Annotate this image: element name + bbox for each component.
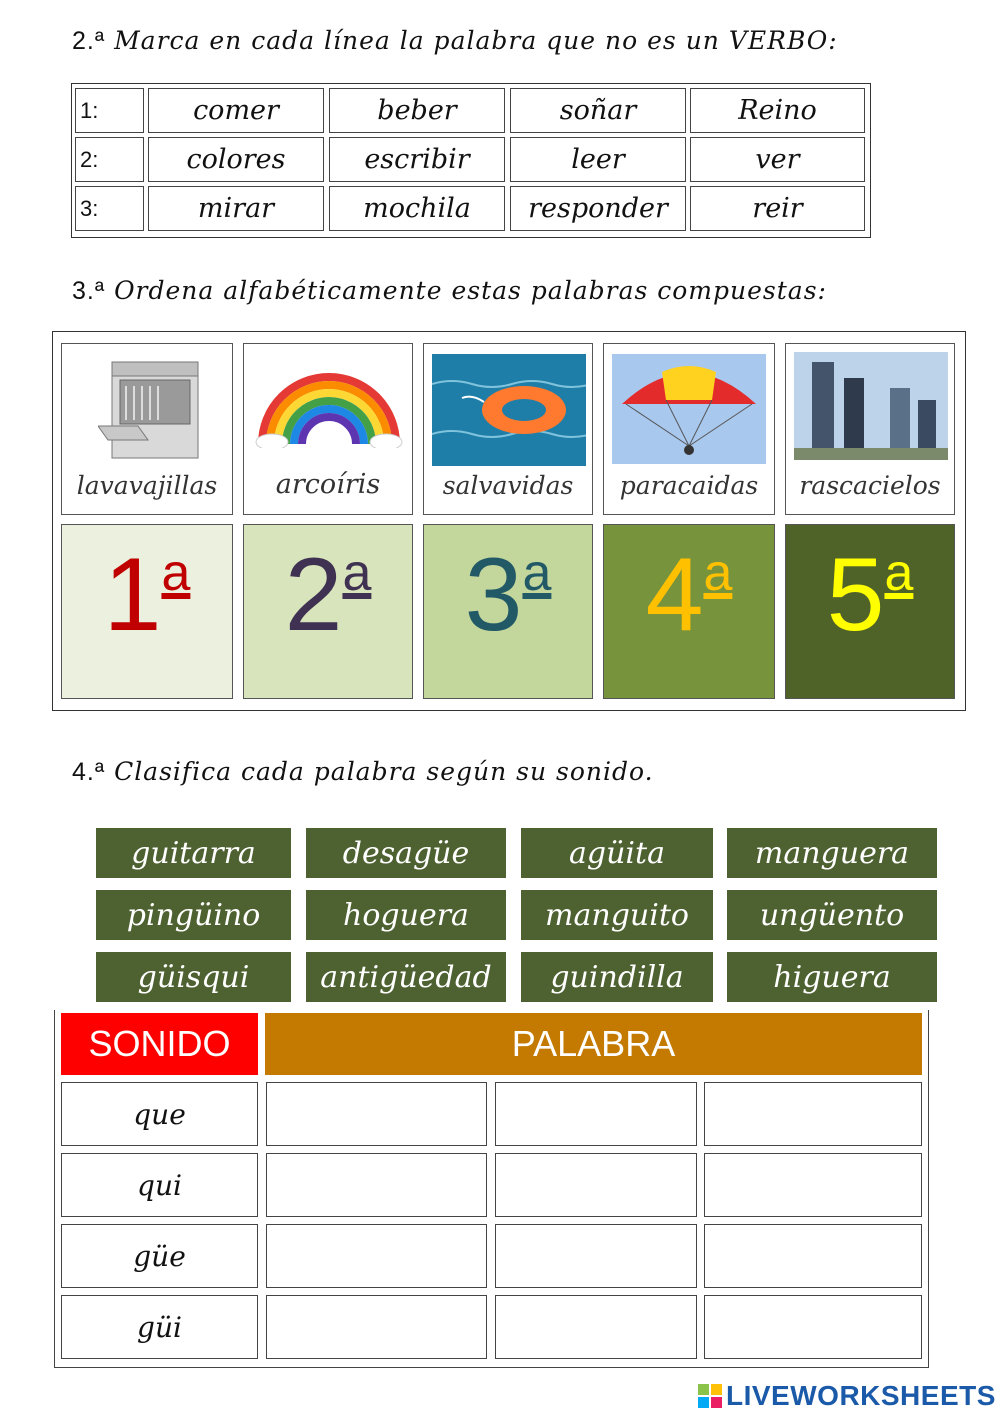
picture-caption-1: lavavajillas	[76, 471, 218, 500]
verb-word-cell[interactable]: comer	[148, 88, 324, 133]
rank-box-2[interactable]	[243, 524, 413, 699]
dishwasher-image	[98, 356, 210, 468]
word-column-header: PALABRA	[265, 1013, 922, 1075]
rank-ordinal: a	[884, 544, 914, 602]
rank-number: 1	[103, 537, 162, 653]
sound-label-cell: güi	[61, 1295, 258, 1359]
rank-ordinal: a	[522, 544, 552, 602]
word-drop-cell[interactable]	[266, 1153, 487, 1217]
word-chip[interactable]: guitarra	[96, 828, 291, 878]
word-chip[interactable]: higuera	[727, 952, 937, 1002]
sound-label-cell: güe	[61, 1224, 258, 1288]
word-chip[interactable]: agüita	[521, 828, 713, 878]
section-4-heading	[72, 757, 654, 787]
picture-caption-2: arcoíris	[275, 469, 381, 500]
parachute-image	[612, 354, 766, 464]
word-drop-cell[interactable]	[495, 1153, 697, 1217]
verb-row-label: 3:	[75, 186, 144, 231]
verb-word-cell[interactable]: escribir	[329, 137, 505, 182]
sound-column-header: SONIDO	[61, 1013, 258, 1075]
picture-caption-4: paracaidas	[619, 471, 759, 500]
skyscrapers-image	[794, 352, 948, 460]
rank-number: 3	[464, 537, 523, 653]
rank-number: 5	[826, 537, 885, 653]
verb-word-cell[interactable]: mirar	[148, 186, 324, 231]
verb-row-label: 1:	[75, 88, 144, 133]
word-drop-cell[interactable]	[704, 1295, 922, 1359]
picture-card-2	[243, 343, 413, 515]
sound-label-cell: qui	[61, 1153, 258, 1217]
rank-box-5[interactable]	[785, 524, 955, 699]
rank-label	[604, 537, 774, 653]
word-drop-cell[interactable]	[704, 1224, 922, 1288]
word-chip[interactable]: hoguera	[306, 890, 506, 940]
rank-number: 2	[284, 537, 343, 653]
word-drop-cell[interactable]	[266, 1082, 487, 1146]
rank-ordinal: a	[161, 544, 191, 602]
liveworksheets-logo	[698, 1380, 996, 1412]
verb-word-cell[interactable]: beber	[329, 88, 505, 133]
section-2-heading	[72, 26, 838, 56]
word-drop-cell[interactable]	[266, 1295, 487, 1359]
word-drop-cell[interactable]	[704, 1082, 922, 1146]
section-3-heading	[72, 276, 827, 306]
section-3-number: 3.ª	[72, 277, 106, 305]
verb-word-cell[interactable]: leer	[510, 137, 686, 182]
verb-word-cell[interactable]: mochila	[329, 186, 505, 231]
rank-label	[62, 537, 232, 653]
picture-caption-3: salvavidas	[442, 471, 574, 500]
liveworksheets-icon	[698, 1384, 722, 1408]
section-3-instruction: Ordena alfabéticamente estas palabras compuestas:	[114, 276, 827, 305]
verb-word-cell[interactable]: responder	[510, 186, 686, 231]
word-drop-cell[interactable]	[495, 1295, 697, 1359]
rank-label	[244, 537, 412, 653]
picture-card-4	[603, 343, 775, 515]
rank-box-3[interactable]	[423, 524, 593, 699]
picture-card-5	[785, 343, 955, 515]
word-drop-cell[interactable]	[266, 1224, 487, 1288]
picture-caption-5: rascacielos	[799, 471, 941, 500]
word-chip[interactable]: güisqui	[96, 952, 291, 1002]
word-chip[interactable]: antigüedad	[306, 952, 506, 1002]
section-2-number: 2.ª	[72, 27, 106, 55]
rank-label	[786, 537, 954, 653]
verb-word-cell[interactable]: reir	[690, 186, 865, 231]
verb-word-cell[interactable]: soñar	[510, 88, 686, 133]
sound-label-cell: que	[61, 1082, 258, 1146]
word-chip[interactable]: ungüento	[727, 890, 937, 940]
rank-number: 4	[645, 537, 704, 653]
lifebuoy-image	[432, 354, 586, 466]
word-chip[interactable]: manguera	[727, 828, 937, 878]
word-chip[interactable]: desagüe	[306, 828, 506, 878]
verb-word-cell[interactable]: colores	[148, 137, 324, 182]
rainbow-image	[254, 358, 404, 448]
section-2-instruction: Marca en cada línea la palabra que no es un VERBO:	[114, 26, 838, 55]
word-drop-cell[interactable]	[495, 1082, 697, 1146]
word-chip[interactable]: guindilla	[521, 952, 713, 1002]
rank-label	[424, 537, 592, 653]
rank-ordinal: a	[703, 544, 733, 602]
picture-card-3	[423, 343, 593, 515]
rank-ordinal: a	[342, 544, 372, 602]
rank-box-1[interactable]	[61, 524, 233, 699]
verb-word-cell[interactable]: ver	[690, 137, 865, 182]
word-drop-cell[interactable]	[704, 1153, 922, 1217]
verb-row-label: 2:	[75, 137, 144, 182]
verb-word-cell[interactable]: Reino	[690, 88, 865, 133]
section-4-number: 4.ª	[72, 758, 106, 786]
word-chip[interactable]: manguito	[521, 890, 713, 940]
word-chip[interactable]: pingüino	[96, 890, 291, 940]
word-drop-cell[interactable]	[495, 1224, 697, 1288]
rank-box-4[interactable]	[603, 524, 775, 699]
section-4-instruction: Clasifica cada palabra según su sonido.	[114, 757, 654, 786]
liveworksheets-brand: LIVEWORKSHEETS	[726, 1380, 996, 1411]
picture-card-1	[61, 343, 233, 515]
